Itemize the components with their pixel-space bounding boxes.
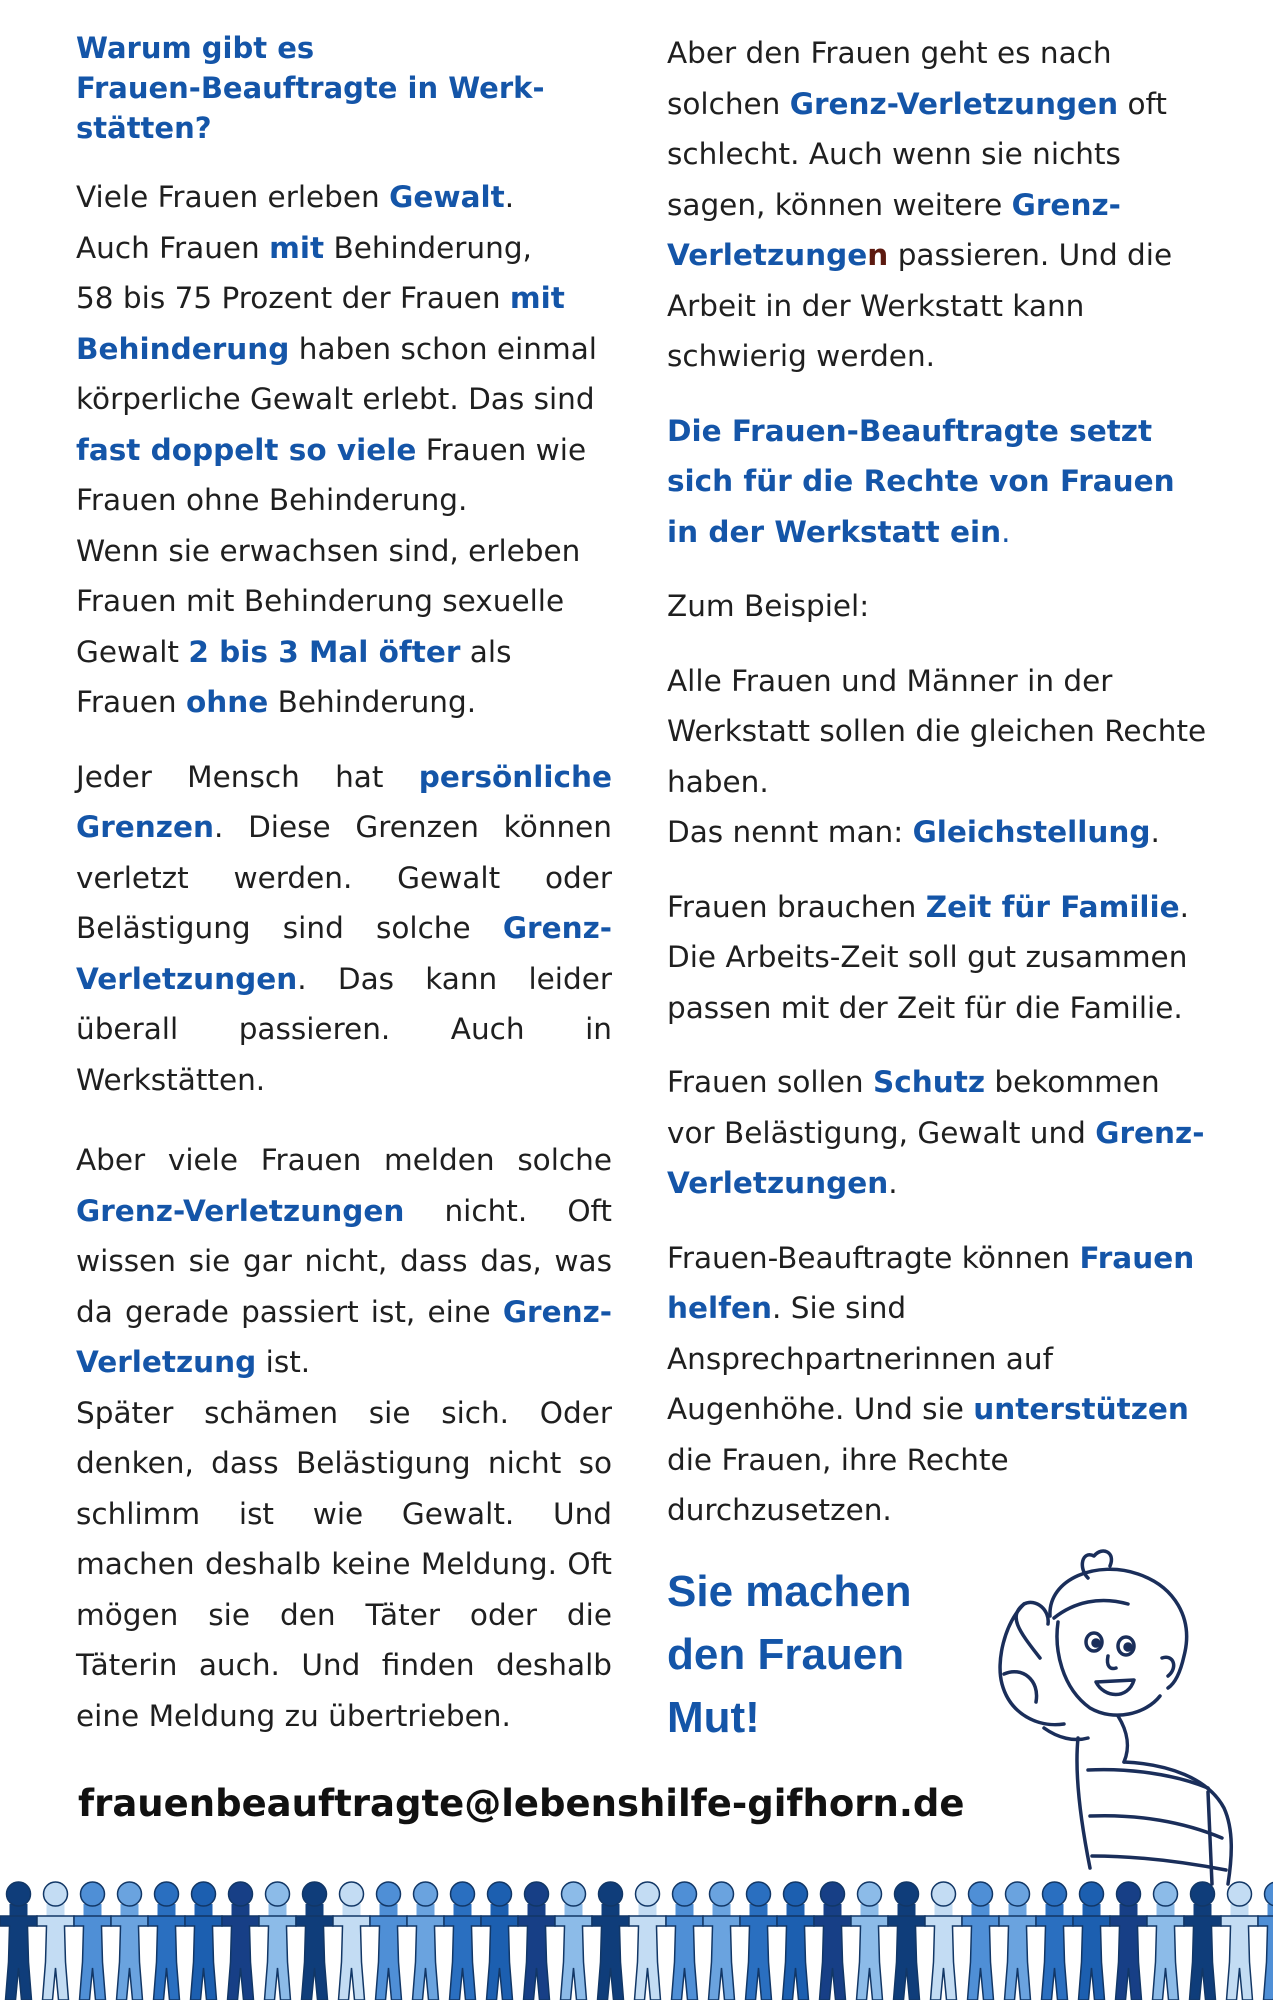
paper-person-figure [185,1882,222,2000]
paper-person-figure [962,1882,999,2000]
paragraph-violence-stats: Viele Frauen erleben Gewalt. Auch Frauen mit Behinderung, 58 bis 75 Prozent der Frauen mit Behinderung haben schon einmal körperliche Gewalt erlebt. Das sind fast doppelt so viele Frauen wie Frauen ohne Behinderung. Wenn sie erwachsen sind, erleben Frauen mit Behinderung sexuelle Gewalt 2 bis 3 Mal öfter als Frauen ohne Behinderung. [76,180,597,719]
motto-line-2: den Frauen [667,1629,905,1679]
paragraph-family-time: Frauen brauchen Zeit für Familie. Die Arbeits-Zeit soll gut zusammen passen mit der Zeit für die Familie. [667,889,1190,1025]
paper-person-figure [888,1882,925,2000]
heading-line-1: Warum gibt es [76,31,315,65]
paper-person-figure [999,1882,1036,2000]
paper-person-figure [1147,1882,1184,2000]
paper-person-figure [777,1882,814,2000]
right-column [667,28,1207,1749]
paper-person-figure [296,1882,333,2000]
paper-person-figure [555,1882,592,2000]
paper-person-figure [259,1882,296,2000]
motto-line-1: Sie machen [667,1566,912,1616]
paragraph-help: Frauen-Beauftragte können Frauen helfen. Sie sind Ansprechpartnerinnen auf Augenhöhe. Und sie unterstützen die Frauen, ihre Rechte durchzusetzen. [667,1240,1195,1527]
paper-person-figure [1036,1882,1073,2000]
right-heading: Die Frauen-Beauftragte setzt sich für die Rechte von Frauen in der Werkstatt ein. [667,413,1175,549]
paragraph-consequences: Aber den Frauen geht es nach solchen Grenz-Verletzungen oft schlecht. Auch wenn sie nichts sagen, können weitere Grenz-Verletzungen passieren. Und die Arbeit in der Werkstatt kann schwierig werden. [667,36,1173,373]
paper-person-figure [407,1882,444,2000]
paragraph-protection: Frauen sollen Schutz bekommen vor Belästigung, Gewalt und Grenz-Verletzungen. [667,1065,1205,1200]
contact-email[interactable]: frauenbeauftragte@lebenshilfe-gifhorn.de [78,1782,965,1825]
left-column [76,28,612,1741]
paper-person-figure [925,1882,962,2000]
paper-person-figure [666,1882,703,2000]
paper-person-figure [851,1882,888,2000]
woman-flexing-arm-drawing [978,1538,1248,1888]
heading-line-3: stätten? [76,111,212,145]
paper-person-figure [740,1882,777,2000]
paper-person-figure [222,1882,259,2000]
left-heading [76,28,612,148]
example-label: Zum Beispiel: [667,589,870,623]
paper-person-figure [518,1882,555,2000]
paper-person-figure [629,1882,666,2000]
paper-person-figure [333,1882,370,2000]
heading-line-2: Frauen-Beauftragte in Werk- [76,71,545,105]
paper-person-figure [444,1882,481,2000]
paper-person-figure [592,1882,629,2000]
paper-person-figure [481,1882,518,2000]
paragraph-not-reported: Aber viele Frauen melden solche Grenz-Verletzungen nicht. Oft wissen sie gar nicht, dass das, was da gerade passiert ist, eine Grenz-Verletzung ist. Später schämen sie sich. Oder denken, dass Belästigung nicht so schlimm ist wie Gewalt. Und machen deshalb keine Meldung. Oft mögen sie den Täter oder die Täterin auch. Und finden deshalb eine Meldung zu übertrieben. [76,1143,612,1733]
paper-person-figure [74,1882,111,2000]
paragraph-equality: Alle Frauen und Männer in der Werkstatt sollen die gleichen Rechte haben. Das nennt man: Gleichstellung. [667,663,1207,849]
paper-people-chain [0,1868,1273,2000]
paper-person-figure [148,1882,185,2000]
paper-person-figure [1073,1882,1110,2000]
paper-person-figure [1258,1882,1273,2000]
motto-line-3: Mut! [667,1692,760,1742]
paper-person-figure [37,1882,74,2000]
paper-person-figure [703,1882,740,2000]
paragraph-personal-boundaries: Jeder Mensch hat persönliche Grenzen. Diese Grenzen können verletzt werden. Gewalt oder Belästigung sind solche Grenz-Verletzungen. Das kann leider überall passieren. Auch in Werkstätten. [76,759,612,1097]
paper-person-figure [814,1882,851,2000]
paper-person-figure [0,1882,37,2000]
paper-person-figure [370,1882,407,2000]
paper-person-figure [1184,1882,1221,2000]
paper-person-figure [1221,1882,1258,2000]
paper-person-figure [1110,1882,1147,2000]
paper-person-figure [111,1882,148,2000]
